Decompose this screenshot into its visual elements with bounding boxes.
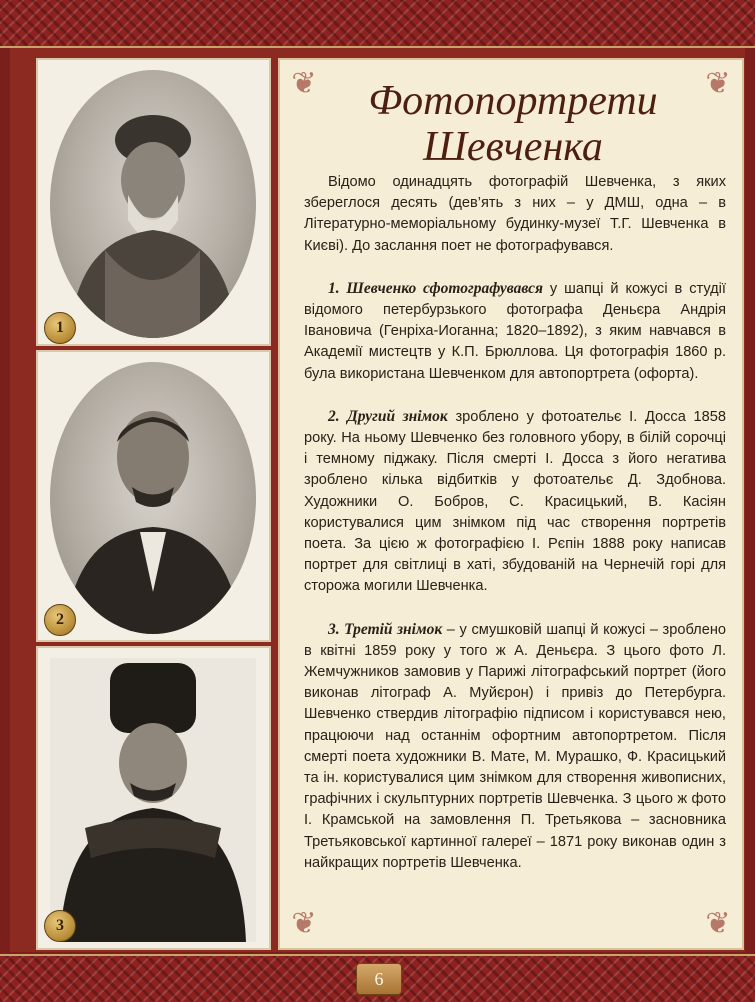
text-page <box>278 58 744 950</box>
photo-2 <box>36 350 271 642</box>
corner-ornament-icon: ❦ <box>705 67 731 100</box>
title-line-2: Шевченка <box>423 124 603 170</box>
photo-3 <box>36 646 271 950</box>
paragraph-intro: Відомо одинадцять фотографій Шевченка, з яких збереглося десять (дев’ять з них – у ДМШ, одна – в Літературно-меморіальному будинку-музеї Т.Г. Шевченка в Києві). До заслання поет не фотографувався. <box>304 174 726 254</box>
ornament-band-top <box>0 0 755 48</box>
corner-ornament-icon: ❦ <box>291 67 317 100</box>
title-line-1: Фотопортрети <box>368 78 658 124</box>
photo-column <box>36 58 271 954</box>
article-body <box>304 172 726 895</box>
portrait-image-2 <box>50 362 256 634</box>
page-number: 6 <box>356 963 402 995</box>
portrait-image-3 <box>50 658 256 942</box>
paragraph-photo-1: 1. Шевченко сфотографувався у шапці й кожусі в студії відомого петербурзького фотографа Деньєра Андрія Івановича (Генріха-Иоганна; 1820–1892), з яким навчався в Академії мистецтв у К.П. Брюллова. Ця фотографія 1860 р. була використана Шевченком для автопортрета (офорта). <box>304 279 726 382</box>
photo-number-badge-2: 2 <box>44 604 76 636</box>
corner-ornament-icon: ❦ <box>291 907 317 940</box>
corner-ornament-icon: ❦ <box>705 907 731 940</box>
portrait-image-1 <box>50 70 256 338</box>
photo-number-badge-1: 1 <box>44 312 76 344</box>
page-title <box>280 78 746 170</box>
paragraph-photo-2: 2. Другий знімок зроблено у фотоательє І. Досса 1858 року. На ньому Шевченко без головного убору, в білій сорочці і темному піджаку. Після смерті І. Досса з його негатива зроблено кілька відбитків у фотоательє Д. Здобнова. Художники О. Бобров, С. Красицький, В. Касіян користувалися цим знімком під час створення портретів поета. За цією ж фотографією І. Рєпін 1888 року написав портрет для світлиці в хаті, збудованій на Чернечій горі для сторожа могили Шевченка. <box>304 407 726 595</box>
photo-1 <box>36 58 271 346</box>
paragraph-photo-3: 3. Третій знімок – у смушковій шапці й кожусі – зроблено в квітні 1859 року у того ж А. Деньєра. З цього фото Л. Жемчужников замовив у Парижі літографський портрет (його виконав літограф А. Муйєрон) і привіз до Петербурга. Шевченко ствердив літографію підписом і користувався нею, працюючи над останнім офортним автопортретом. Після смерті поета художники В. Мате, М. Мурашко, Ф. Красицький та ін. користувалися цим знімком для створення живописних, графічних і скульптурних портретів Шевченка. З цього ж фото І. Крамськой на замовлення П. Третьякова – засновника Третьяковської картинної галереї – 1871 року виконав один з найкращих портретів Шевченка. <box>304 620 726 871</box>
photo-number-badge-3: 3 <box>44 910 76 942</box>
